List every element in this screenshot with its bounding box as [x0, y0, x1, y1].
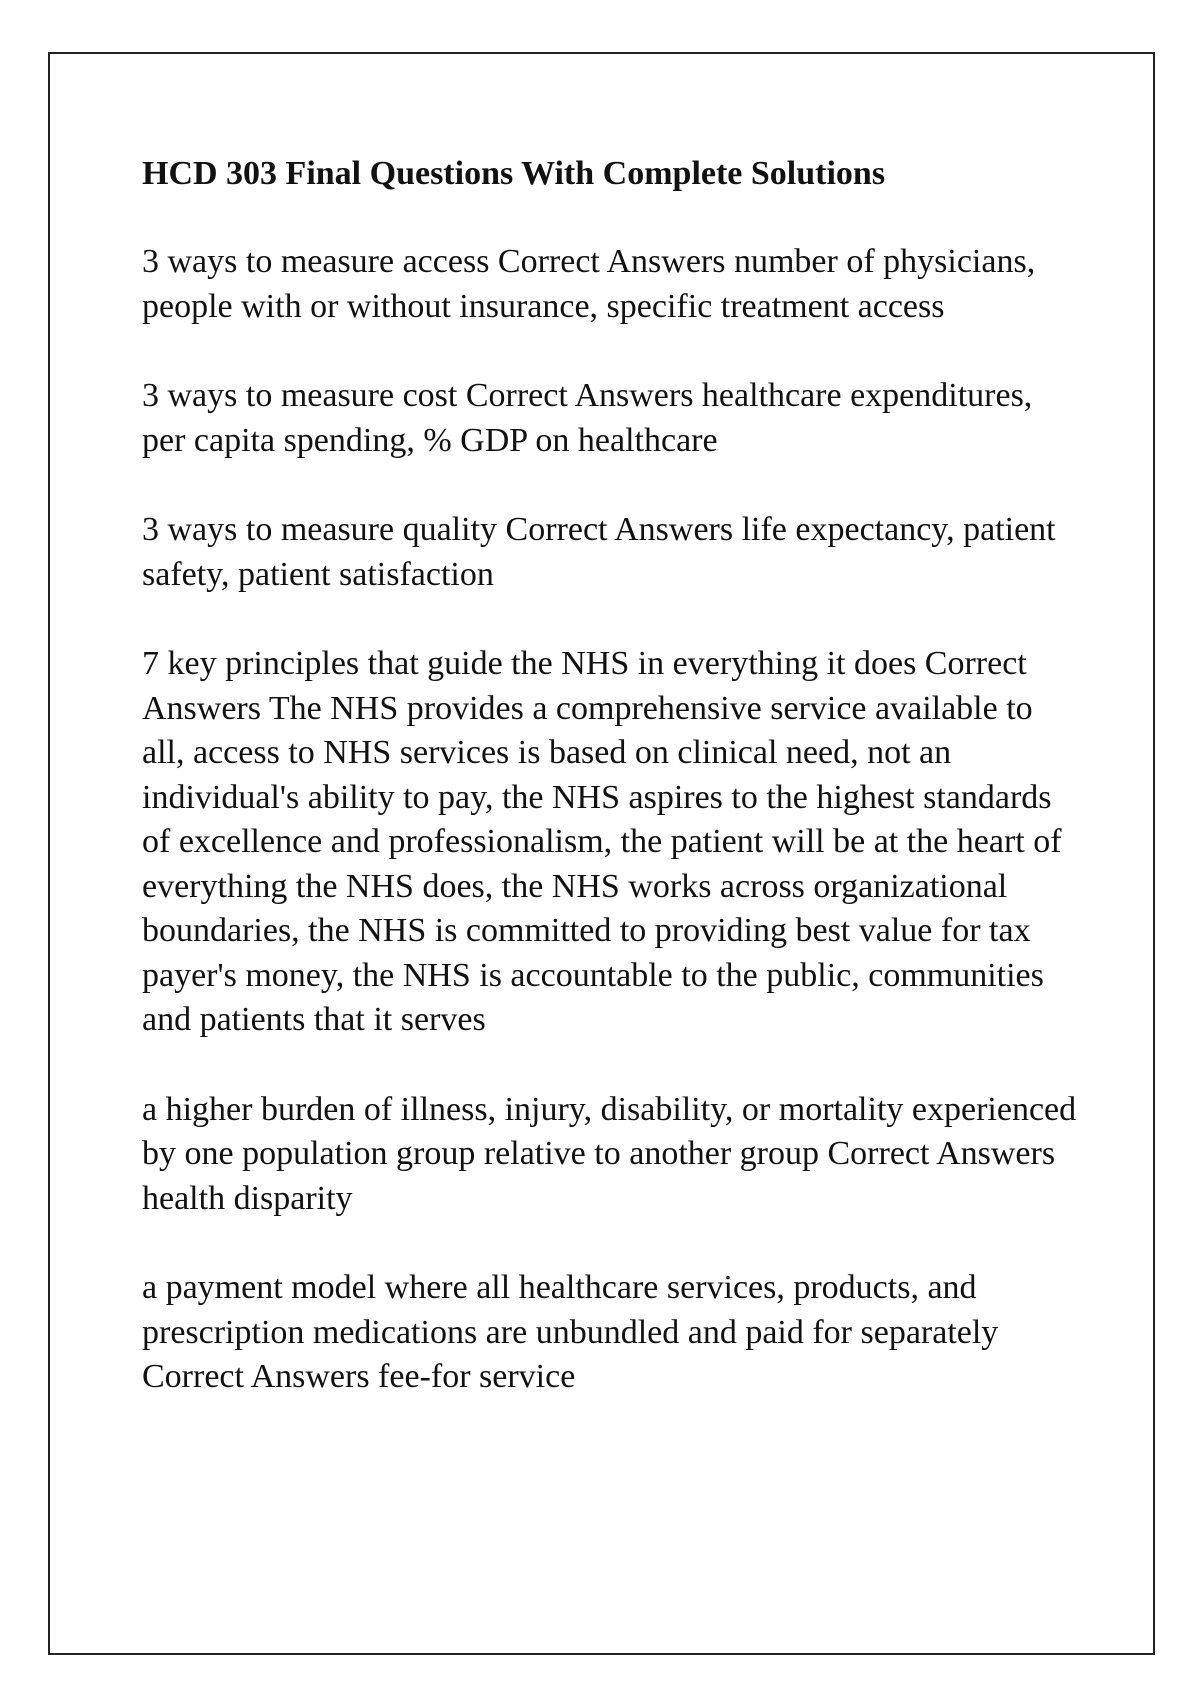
document-title: HCD 303 Final Questions With Complete Solutions [142, 155, 886, 192]
qa-entry: 7 key principles that guide the NHS in everything it does Correct Answers The NHS provides a comprehensive service available to all, access to NHS services is based on clinical need, not an individual's ability to pay, the NHS aspires to the highest standards of excellence and professionalism, the patient will be at the heart of everything the NHS does, the NHS works across organizational boundaries, the NHS is committed to providing best value for tax payer's money, the NHS is accountable to the public, communities and patients that it serves [142, 645, 1062, 1038]
qa-entry: 3 ways to measure quality Correct Answers life expectancy, patient safety, patient satisfaction [142, 511, 1056, 593]
qa-entry: 3 ways to measure cost Correct Answers healthcare expenditures, per capita spending, % GDP on healthcare [142, 377, 1033, 459]
qa-entry: 3 ways to measure access Correct Answers number of physicians, people with or without insurance, specific treatment access [142, 243, 1036, 325]
qa-entry: a payment model where all healthcare services, products, and prescription medications are unbundled and paid for separately Correct Answers fee-for service [142, 1269, 999, 1395]
document-content [142, 152, 1077, 1445]
qa-entry: a higher burden of illness, injury, disability, or mortality experienced by one population group relative to another group Correct Answers health disparity [142, 1090, 1077, 1217]
